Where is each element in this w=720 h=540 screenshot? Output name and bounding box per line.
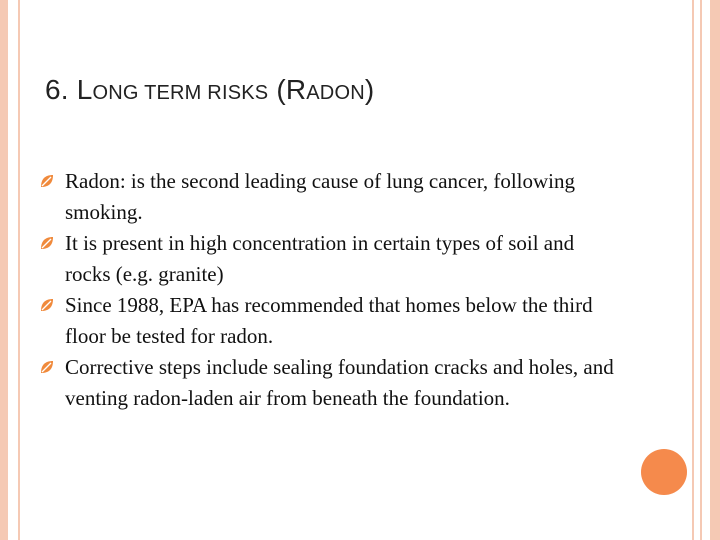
title-rest-1: ONG TERM RISKS (92, 82, 269, 104)
title-number: 6. (45, 74, 69, 105)
title-paren-open: ( (276, 74, 286, 105)
bullet-item (40, 352, 620, 414)
title-cap-r: R (285, 74, 307, 105)
bullet-list (40, 166, 620, 414)
frame-right-bar (710, 0, 720, 540)
frame-left-line (18, 0, 20, 540)
frame-right-line-2 (700, 0, 702, 540)
leaf-bullet-icon (40, 174, 54, 188)
leaf-bullet-icon (40, 298, 54, 312)
bullet-text: Since 1988, EPA has recommended that homes below the third floor be tested for radon. (65, 293, 593, 348)
bullet-item (40, 290, 620, 352)
frame-right-line-1 (692, 0, 694, 540)
bullet-text: It is present in high concentration in certain types of soil and rocks (e.g. granite) (65, 231, 575, 286)
slide-title (45, 74, 374, 106)
title-paren-close: ) (364, 74, 375, 105)
leaf-bullet-icon (40, 360, 54, 374)
bullet-text: Radon: is the second leading cause of lung cancer, following smoking. (65, 169, 576, 224)
decorative-orb (641, 449, 687, 495)
bullet-item (40, 166, 620, 228)
leaf-bullet-icon (40, 236, 54, 250)
title-cap-l: L (76, 74, 93, 105)
title-rest-2: ADON (306, 82, 365, 104)
bullet-item (40, 228, 620, 290)
bullet-text: Corrective steps include sealing foundation cracks and holes, and venting radon-laden air from beneath the foundation. (65, 355, 614, 410)
frame-left-bar (0, 0, 8, 540)
